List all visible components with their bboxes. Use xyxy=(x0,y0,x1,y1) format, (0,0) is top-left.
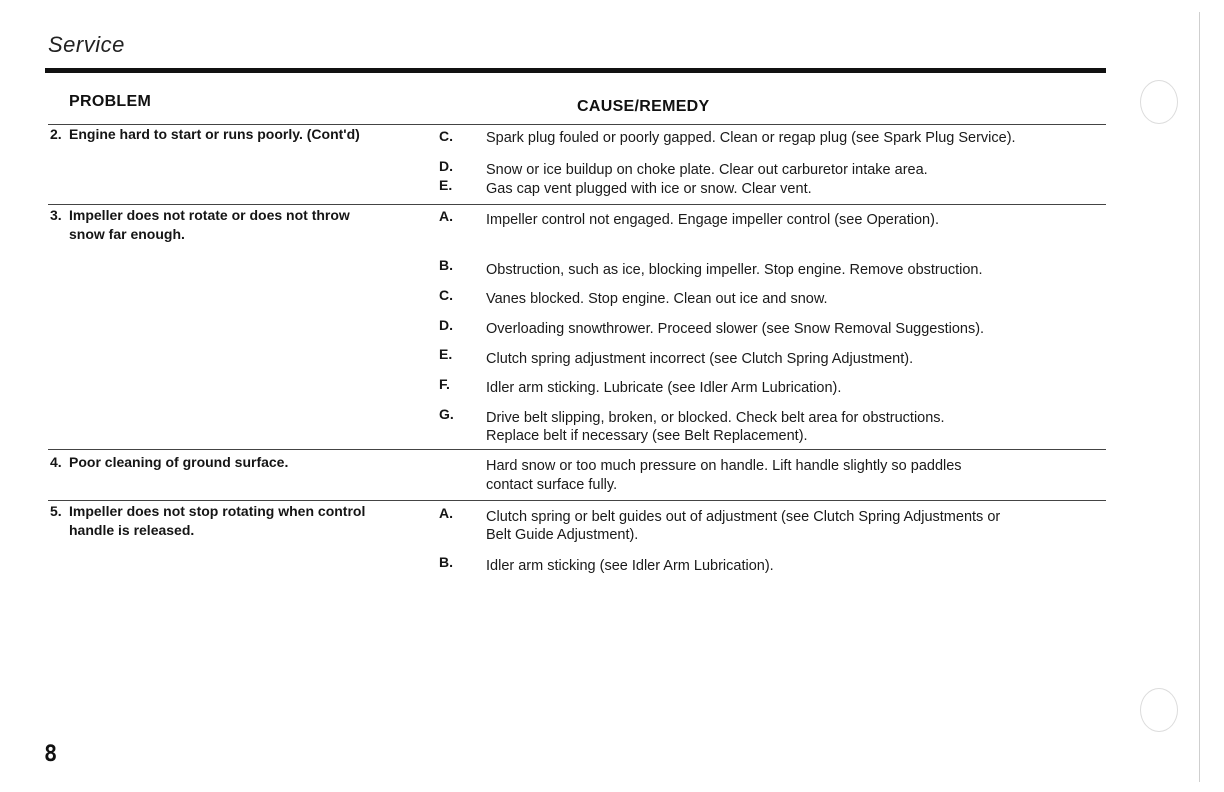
problem-text-continued: handle is released. xyxy=(69,522,195,538)
remedy-text: Snow or ice buildup on choke plate. Clear out carburetor intake area. xyxy=(486,162,928,178)
punch-hole xyxy=(1140,688,1178,732)
remedy-text: Idler arm sticking. Lubricate (see Idler Arm Lubrication). xyxy=(486,380,842,396)
remedy-letter: C. xyxy=(439,128,453,144)
remedy-letter: C. xyxy=(439,287,453,303)
remedy-text: Impeller control not engaged. Engage impeller control (see Operation). xyxy=(486,212,939,228)
remedy-letter: D. xyxy=(439,158,453,174)
remedy-text: Clutch spring adjustment incorrect (see Clutch Spring Adjustment). xyxy=(486,351,914,367)
problem-text-continued: snow far enough. xyxy=(69,226,185,242)
remedy-text: Spark plug fouled or poorly gapped. Clean or regap plug (see Spark Plug Service). xyxy=(486,130,1016,146)
remedy-text-continued: contact surface fully. xyxy=(486,477,618,493)
remedy-letter: A. xyxy=(439,505,453,521)
column-header-cause-remedy: CAUSE/REMEDY xyxy=(577,98,710,115)
remedy-text: Hard snow or too much pressure on handle. Lift handle slightly so paddles xyxy=(486,458,962,474)
remedy-text: Vanes blocked. Stop engine. Clean out ice and snow. xyxy=(486,291,828,307)
remedy-text-continued: Belt Guide Adjustment). xyxy=(486,527,639,543)
problem-text: Impeller does not stop rotating when control xyxy=(69,503,366,519)
remedy-text: Overloading snowthrower. Proceed slower (see Snow Removal Suggestions). xyxy=(486,321,985,337)
remedy-letter: B. xyxy=(439,257,453,273)
problem-number: 4. xyxy=(50,454,62,470)
remedy-letter: G. xyxy=(439,406,454,422)
punch-hole xyxy=(1140,80,1178,124)
remedy-text: Clutch spring or belt guides out of adjustment (see Clutch Spring Adjustments or xyxy=(486,509,1001,525)
problem-text: Poor cleaning of ground surface. xyxy=(69,454,289,470)
problem-number: 2. xyxy=(50,126,62,142)
remedy-text: Gas cap vent plugged with ice or snow. Clear vent. xyxy=(486,181,812,197)
remedy-text: Obstruction, such as ice, blocking impeller. Stop engine. Remove obstruction. xyxy=(486,262,983,278)
remedy-text: Idler arm sticking (see Idler Arm Lubrication). xyxy=(486,558,774,574)
problem-number: 3. xyxy=(50,207,62,223)
remedy-letter: E. xyxy=(439,346,453,362)
remedy-text: Drive belt slipping, broken, or blocked. Check belt area for obstructions. xyxy=(486,410,945,426)
page-title: Service xyxy=(48,32,125,57)
problem-4 xyxy=(50,453,430,472)
row-divider xyxy=(48,204,1106,205)
binder-edge-line xyxy=(1199,12,1200,782)
problem-3 xyxy=(50,206,430,244)
row-divider xyxy=(48,500,1106,501)
remedy-letter: D. xyxy=(439,317,453,333)
remedy-text-continued: Replace belt if necessary (see Belt Replacement). xyxy=(486,428,808,444)
problem-text: Impeller does not rotate or does not throw xyxy=(69,207,350,223)
column-header-problem: PROBLEM xyxy=(69,93,152,110)
problem-text: Engine hard to start or runs poorly. (Cont'd) xyxy=(69,126,360,142)
page-number: 8 xyxy=(44,742,58,767)
row-divider xyxy=(48,449,1106,450)
problem-2 xyxy=(50,125,430,144)
title-rule xyxy=(45,68,1106,73)
remedy-letter: F. xyxy=(439,376,450,392)
remedy-letter: A. xyxy=(439,208,453,224)
remedy-letter: E. xyxy=(439,177,453,193)
problem-5 xyxy=(50,502,430,540)
problem-number: 5. xyxy=(50,503,62,519)
remedy-letter: B. xyxy=(439,554,453,570)
